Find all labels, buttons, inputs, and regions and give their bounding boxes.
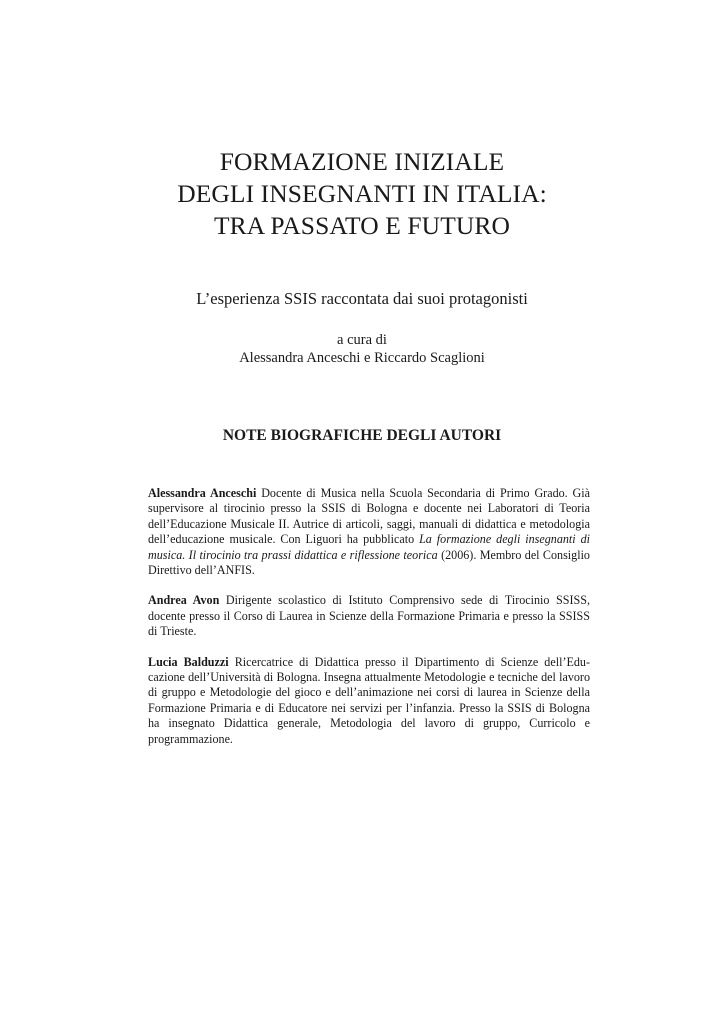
book-reference: La formazione degli insegnanti di musica. Il tirocinio tra prassi didattica e riflessione teorica <box>148 532 590 562</box>
bio-text: Docente di Musica nella Scuola Secondaria di Primo Grado. Già supervisore al tirocinio presso la SSIS di Bologna e docente nei Laboratori di Teoria dell’Educazione Musicale II. Autrice di articoli, saggi, manuali di didattica e metodologia dell’educazione musicale. Con Liguori ha pubblicato <box>148 486 591 547</box>
bio-text: (2006). Membro del Consiglio Direttivo dell’ANFIS. <box>148 547 590 578</box>
bio-text: Ricercatrice di Didattica presso il Dipartimento di Scienze dell’Educazione dell’Università di Bologna. Insegna attualmente Metodologie e tecniche del lavoro di gruppo e Metodologie del gioco e dell’animazione nei corsi di laurea in Scienze della Formazione Primaria e di Educatore nei servizi per l’infanzia. Presso la SSIS di Bologna ha insegnato Didattica generale, Metodologia del lavoro di gruppo, Curricolo e programmazione. <box>148 654 590 746</box>
bio-entry <box>148 655 590 747</box>
author-name: Lucia Balduzzi <box>148 654 229 669</box>
bio-entry <box>148 486 590 578</box>
title-line: FORMAZIONE INIZIALE <box>219 147 505 176</box>
book-title <box>0 146 724 242</box>
book-subtitle: L’esperienza SSIS raccontata dai suoi protagonisti <box>196 289 528 308</box>
author-name: Alessandra Anceschi <box>148 486 257 500</box>
section-title: NOTE BIOGRAFICHE DEGLI AUTORI <box>222 427 502 444</box>
author-name: Andrea Avon <box>148 593 220 608</box>
biographies <box>148 486 590 762</box>
bio-entry <box>148 593 590 639</box>
editors-names: Alessandra Anceschi e Riccardo Scaglioni <box>239 350 485 366</box>
bio-text: Dirigente scolastico di Istituto Comprensivo sede di Tirocinio SSISS, docente presso il Corso di Laurea in Scienze della Formazione Primaria e presso la SSISS di Trieste. <box>148 593 590 639</box>
editors-label: a cura di <box>337 332 387 348</box>
title-line: TRA PASSATO E FUTURO <box>213 211 511 240</box>
editors-block <box>0 331 724 367</box>
title-line: DEGLI INSEGNANTI IN ITALIA: <box>177 179 547 208</box>
